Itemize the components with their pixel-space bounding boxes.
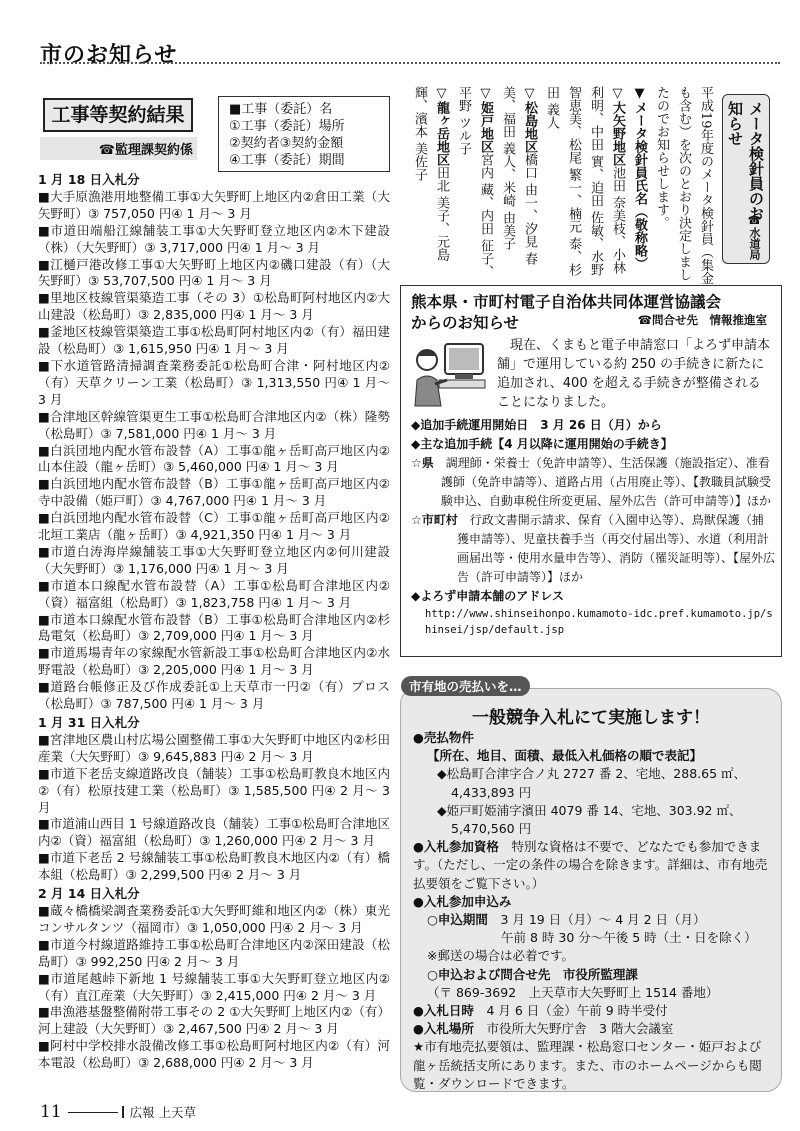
contract-item: ■市道本口線配水管布設替（A）工事①松島町合津地区内②（資）福富組（松島町）③ 1,823,758 円④ 1 月～ 3 月	[38, 577, 390, 610]
legend-line: ■工事（委託）名	[229, 102, 333, 117]
contract-item: ■江樋戸港改修工事①大矢野町上地区内②磯口建設（有）（大矢野町）③ 53,707,500 円④ 1 月～ 3 月	[38, 256, 390, 289]
egov-main: ◆主な追加手続【4 月以降に運用開始の手続き】	[411, 437, 673, 451]
egov-start: ◆追加手続運用開始日 3 月 26 日（月）から	[411, 418, 662, 432]
contract-item: ■串漁港基盤整備附帯工事その 2 ①大矢野町上地区内②（有）河上建設（大矢野町）③ 2,467,500 円④ 2 月～ 3 月	[38, 1004, 390, 1037]
egov-address-label: ◆よろず申請本舗のアドレス	[411, 589, 564, 603]
meter-notice-text	[400, 86, 716, 286]
contract-dept: ☎監理課契約係	[40, 137, 197, 160]
contract-results-title: 工事等契約結果	[43, 98, 193, 132]
sale-qualification: ●入札参加資格 特別な資格は不要で、どなたでも参加できます。（ただし、一定の条件の場合を除きます。詳細は、市有地売払要領をご覧下さい。）	[413, 839, 768, 891]
sale-apply-head: ●入札参加申込み	[413, 893, 512, 909]
sale-period-time: 午前 8 時 30 分～午後 5 時（土・日を除く）	[501, 930, 757, 946]
computer-user-illustration	[409, 336, 489, 416]
footer-tick	[122, 1106, 124, 1118]
contract-item: ■釜地区枝線管渠築造工事①松島町阿村地区内②（有）福田建設（松島町）③ 1,615,950 円④ 1 月～ 3 月	[38, 324, 390, 357]
contract-item: ■市道馬場青年の家線配水管新設工事①松島町合津地区内②水野電設（松島町）③ 2,205,000 円④ 1 月～ 3 月	[38, 645, 390, 678]
sale-property-sub: 【所在、地目、面積、最低入札価格の順で表記】	[427, 748, 703, 764]
meter-area: ▽姫戸地区宮内 藏、内田 征子、平野 ツル子	[456, 86, 493, 279]
contract-item: ■里地区枝線管渠築造工事（その 3）①松島町阿村地区内②大山建設（松島町）③ 2,835,000 円④ 1 月～ 3 月	[38, 290, 390, 323]
contract-group-title: 2 月 14 日入札分	[38, 886, 140, 902]
meter-dept: ☎水道局	[748, 214, 761, 260]
contract-item: ■市道白涛海岸線舗装工事①大矢野町登立地区内②何川建設（大矢野町）③ 1,176,000 円④ 1 月～ 3 月	[38, 543, 390, 576]
contract-item: ■市道今村線道路維持工事①松島町合津地区内②深田建設（松島町）③ 992,250 円④ 2 月～ 3 月	[38, 936, 390, 969]
sale-contact-address: （〒 869-3692 上天草市大矢野町上 1514 番地）	[427, 984, 719, 1000]
contract-item: ■阿村中学校排水設備改修工事①松島町阿村地区内②（有）河本電設（松島町）③ 2,688,000 円④ 2 月～ 3 月	[38, 1038, 390, 1071]
contract-item: ■下水道管路清掃調査業務委託①松島町合津・阿村地区内②（有）天草クリーン工業（松島町）③ 1,313,550 円④ 1 月～ 3 月	[38, 357, 390, 407]
legend-line: ④工事（委託）期間	[229, 153, 345, 168]
sale-property-head: ●売払物件	[413, 730, 474, 745]
egov-url-link[interactable]: http://www.shinseihonpo.kumamoto-idc.pref.kumamoto.jp/shinsei/jsp/default.jsp	[425, 608, 773, 636]
sale-headline: 一般競争入札にて実施します！	[472, 708, 710, 728]
section-title: 市のお知らせ	[40, 43, 178, 68]
legend-line: ②契約者③契約金額	[229, 136, 344, 151]
contract-item: ■蔵々橋橋梁調査業務委託①大矢野町維和地区内②（株）東光コンサルタンツ（福岡市）③ 1,050,000 円④ 2 月～ 3 月	[38, 902, 390, 935]
contract-item: ■大手原漁港用地整備工事①大矢野町上地区内②倉田工業（大矢野町）③ 757,050 円④ 1 月～ 3 月	[38, 188, 390, 221]
publication-name: 広報 上天草	[129, 1105, 197, 1120]
sale-mail-note: ※郵送の場合は必着です。	[427, 948, 574, 964]
header-divider	[40, 62, 780, 64]
sale-note: ★市有地売払要領は、監理課・松島窓口センター・姫戸および龍ヶ岳統括支所にあります。また、市のホームページからも閲覧・ダウンロードできます。	[413, 1039, 762, 1091]
contract-list	[38, 170, 390, 1072]
contract-item: ■白浜団地内配水管布設替（C）工事①龍ヶ岳町高戸地区内②北垣工業店（龍ヶ岳町）③ 4,921,350 円④ 1 月～ 3 月	[38, 510, 390, 543]
egov-title: 熊本県・市町村電子自治体共同体運営協議会 からのお知らせ	[411, 293, 722, 332]
contract-item: ■市道下老岳 2 号線舗装工事①松島町教良木地区内②（有）橋本組（松島町）③ 2,299,500 円④ 2 月～ 3 月	[38, 850, 390, 883]
sale-body	[413, 729, 773, 1093]
egov-notice	[400, 285, 782, 657]
page-number: 11	[40, 1102, 62, 1122]
meter-intro: 平成19年度のメータ検針員（集金も含む）を次のとおり決定しましたのでお知らせします。	[654, 86, 713, 285]
sale-period: ○申込期間 3 月 19 日（月）～ 4 月 2 日（月）	[427, 912, 706, 928]
contract-item: ■合津地区幹線管渠更生工事①松島町合津地区内②（株）隆勢（松島町）③ 7,581,000 円④ 1 月～ 3 月	[38, 408, 390, 441]
meter-title: メータ検針員のお知らせ	[726, 101, 765, 221]
contract-item: ■市道本口線配水管布設替（B）工事①松島町合津地区内②杉島電気（松島町）③ 2,709,000 円④ 1 月～ 3 月	[38, 611, 390, 644]
contract-group-title: 1 月 31 日入札分	[38, 715, 140, 730]
contract-item: ■宮津地区農山村広場公園整備工事①大矢野町中地区内②杉田産業（大矢野町）③ 9,645,883 円④ 2 月～ 3 月	[38, 731, 390, 764]
contract-item: ■白浜団地内配水管布設替（A）工事①龍ヶ岳町高戸地区内②山本住設（龍ヶ岳町）③ 5,460,000 円④ 1 月～ 3 月	[38, 442, 390, 475]
legend-box	[218, 96, 390, 172]
sale-tag: 市有地の売払いを…	[401, 676, 530, 696]
sale-place: ●入札場所 市役所大矢野庁舎 3 階大会議室	[413, 1021, 674, 1037]
section-header	[40, 38, 177, 69]
meter-area: ▽大矢野地区池田 奈美枝、小林 利明、中田 實、迫田 佐敏、水野 智恵美、松尾 繁一、楠元 泰、杉田 義人	[544, 86, 625, 277]
contract-item: ■市道尾越峠下新地 1 号線舗装工事①大矢野町登立地区内②（有）直江産業（大矢野町）③ 2,415,000 円④ 2 月～ 3 月	[38, 970, 390, 1003]
contract-group-title: 1 月 18 日入札分	[38, 172, 140, 187]
meter-subtitle: ▼メータ検針員氏名（敬称略）	[632, 86, 647, 270]
meter-area: ▽松島地区橋口 由一、汐見 春美、福田 義人、米崎 由美子	[500, 86, 537, 266]
egov-body	[411, 416, 775, 638]
land-sale-notice	[400, 688, 782, 1092]
footer-rule	[68, 1112, 118, 1113]
egov-intro: 現在、くまもと電子申請窓口「よろず申請本舗」で運用している約 250 の手続きに新たに追加され、400 を超える手続きが整備されることになりました。	[497, 338, 771, 410]
sale-prop: ◆姫戸町姫浦字濱田 4079 番 14、宅地、303.92 ㎡、 5,470,560 円	[437, 802, 742, 837]
sale-date: ●入札日時 4 月 6 日（金）午前 9 時半受付	[413, 1003, 668, 1019]
sale-contact: ○申込および問合せ先 市役所監理課	[427, 966, 638, 982]
egov-contact: ☎問合せ先 情報推進室	[637, 313, 767, 327]
contract-item: ■道路台帳修正及び作成委託①上天草市一円②（有）プロス（松島町）③ 787,500 円④ 1 月～ 3 月	[38, 679, 390, 712]
meter-area: ▽龍ヶ岳地区田北 美子、元島 輝、濱本 美佐子	[412, 86, 449, 262]
egov-pref: ☆県 調理師・栄養士（免許申請等）、生活保護（施設指定）、准看護師（免許申請等）、道路占用（占用廃止等）、【教職員試験受験申込、自動車税住所変更届、屋外広告（許可申請等）】ほか	[411, 456, 772, 508]
legend-line: ①工事（委託）場所	[229, 119, 345, 134]
contract-item: ■白浜団地内配水管布設替（B）工事①龍ヶ岳町高戸地区内②寺中設備（姫戸町）③ 4,767,000 円④ 1 月～ 3 月	[38, 476, 390, 509]
contract-item: ■市道田端船江線舗装工事①大矢野町登立地区内②木下建設（株）（大矢野町）③ 3,717,000 円④ 1 月～ 3 月	[38, 222, 390, 255]
sale-prop: ◆松島町合津字合ノ丸 2727 番 2、宅地、288.65 ㎡、 4,433,893 円	[437, 766, 747, 800]
egov-city: ☆市町村 行政文書開示請求、保育（入園申込等）、鳥獣保護（捕獲申請等）、児童扶養手当（再交付届出等）、水道（利用計画届出等・使用水量申告等）、消防（罹災証明等）、【屋外広告（許可申請等）】ほか	[411, 513, 776, 584]
page-footer	[40, 1102, 196, 1122]
contract-item: ■市道浦山西目 1 号線道路改良（舗装）工事①松島町合津地区内②（資）福富組（松島町）③ 1,260,000 円④ 2 月～ 3 月	[38, 816, 390, 849]
contract-item: ■市道下老岳支線道路改良（舗装）工事①松島町教良木地区内②（有）松原技建工業（松島町）③ 1,585,500 円④ 2 月～ 3 月	[38, 765, 390, 815]
